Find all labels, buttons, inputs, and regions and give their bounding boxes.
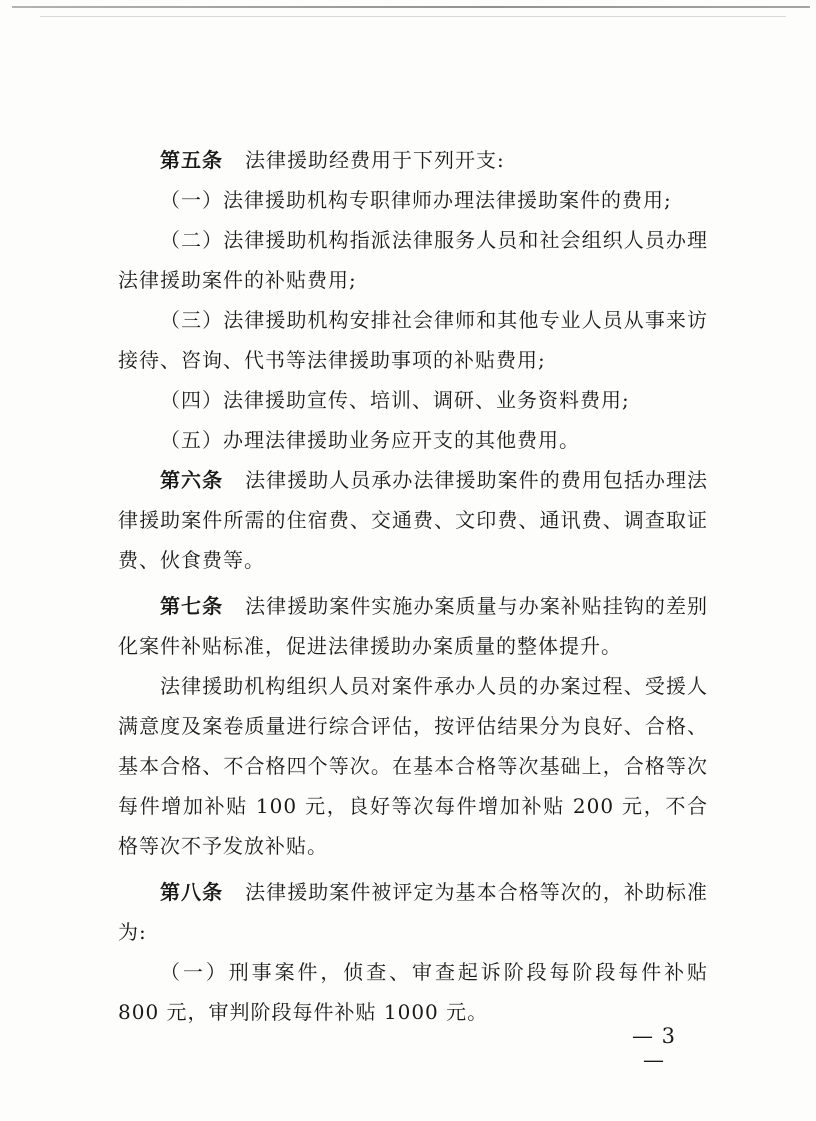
paragraph-text: （二）法律援助机构指派法律服务人员和社会组织人员办理法律援助案件的补贴费用;: [118, 228, 708, 292]
paragraph-item: [118, 180, 708, 220]
paragraph-text: （五）办理法律援助业务应开支的其他费用。: [160, 428, 580, 452]
paragraph-article-6: [118, 460, 708, 580]
paragraph-item: [118, 952, 708, 1032]
paragraph-article-7: [118, 586, 708, 666]
paragraph-item: [118, 380, 708, 420]
paragraph-item: [118, 220, 708, 300]
paragraph-text: 法律援助案件实施办案质量与办案补贴挂钩的差别化案件补贴标准，促进法律援助办案质量的整体提升。: [118, 594, 708, 658]
article-label: 第五条: [160, 148, 223, 172]
paragraph-text: （四）法律援助宣传、培训、调研、业务资料费用;: [160, 388, 630, 412]
page-number: — 3 —: [631, 1024, 677, 1072]
paragraph-evaluation: [118, 666, 708, 866]
top-scan-edge: [12, 6, 810, 8]
paragraph-text: 法律援助机构组织人员对案件承办人员的办案过程、受援人满意度及案卷质量进行综合评估，按评估结果分为良好、合格、基本合格、不合格四个等次。在基本合格等次基础上，合格等次每件增加补贴 100 元，良好等次每件增加补贴 200 元，不合格等次不予发放补贴。: [118, 674, 708, 858]
article-label: 第六条: [160, 468, 224, 492]
article-label: 第八条: [160, 880, 224, 904]
paragraph-item: [118, 420, 708, 460]
paragraph-text: （三）法律援助机构安排社会律师和其他专业人员从事来访接待、咨询、代书等法律援助事项的补贴费用;: [118, 308, 708, 372]
paragraph-item: [118, 300, 708, 380]
paragraph-article-8: [118, 872, 708, 952]
paragraph-text: 法律援助人员承办法律援助案件的费用包括办理法律援助案件所需的住宿费、交通费、文印费、通讯费、调查取证费、伙食费等。: [118, 468, 708, 572]
paragraph-text: 法律援助案件被评定为基本合格等次的，补助标准为:: [118, 880, 708, 944]
top-scan-shadow: [40, 16, 786, 17]
article-label: 第七条: [160, 594, 224, 618]
paragraph-text: 法律援助经费用于下列开支:: [245, 148, 505, 172]
paragraph-text: （一）刑事案件，侦查、审查起诉阶段每阶段每件补贴 800 元，审判阶段每件补贴 1000 元。: [118, 960, 708, 1024]
paragraph-article-5: [118, 140, 708, 180]
paragraph-text: （一）法律援助机构专职律师办理法律援助案件的费用;: [160, 188, 672, 212]
document-body: [118, 140, 708, 1032]
